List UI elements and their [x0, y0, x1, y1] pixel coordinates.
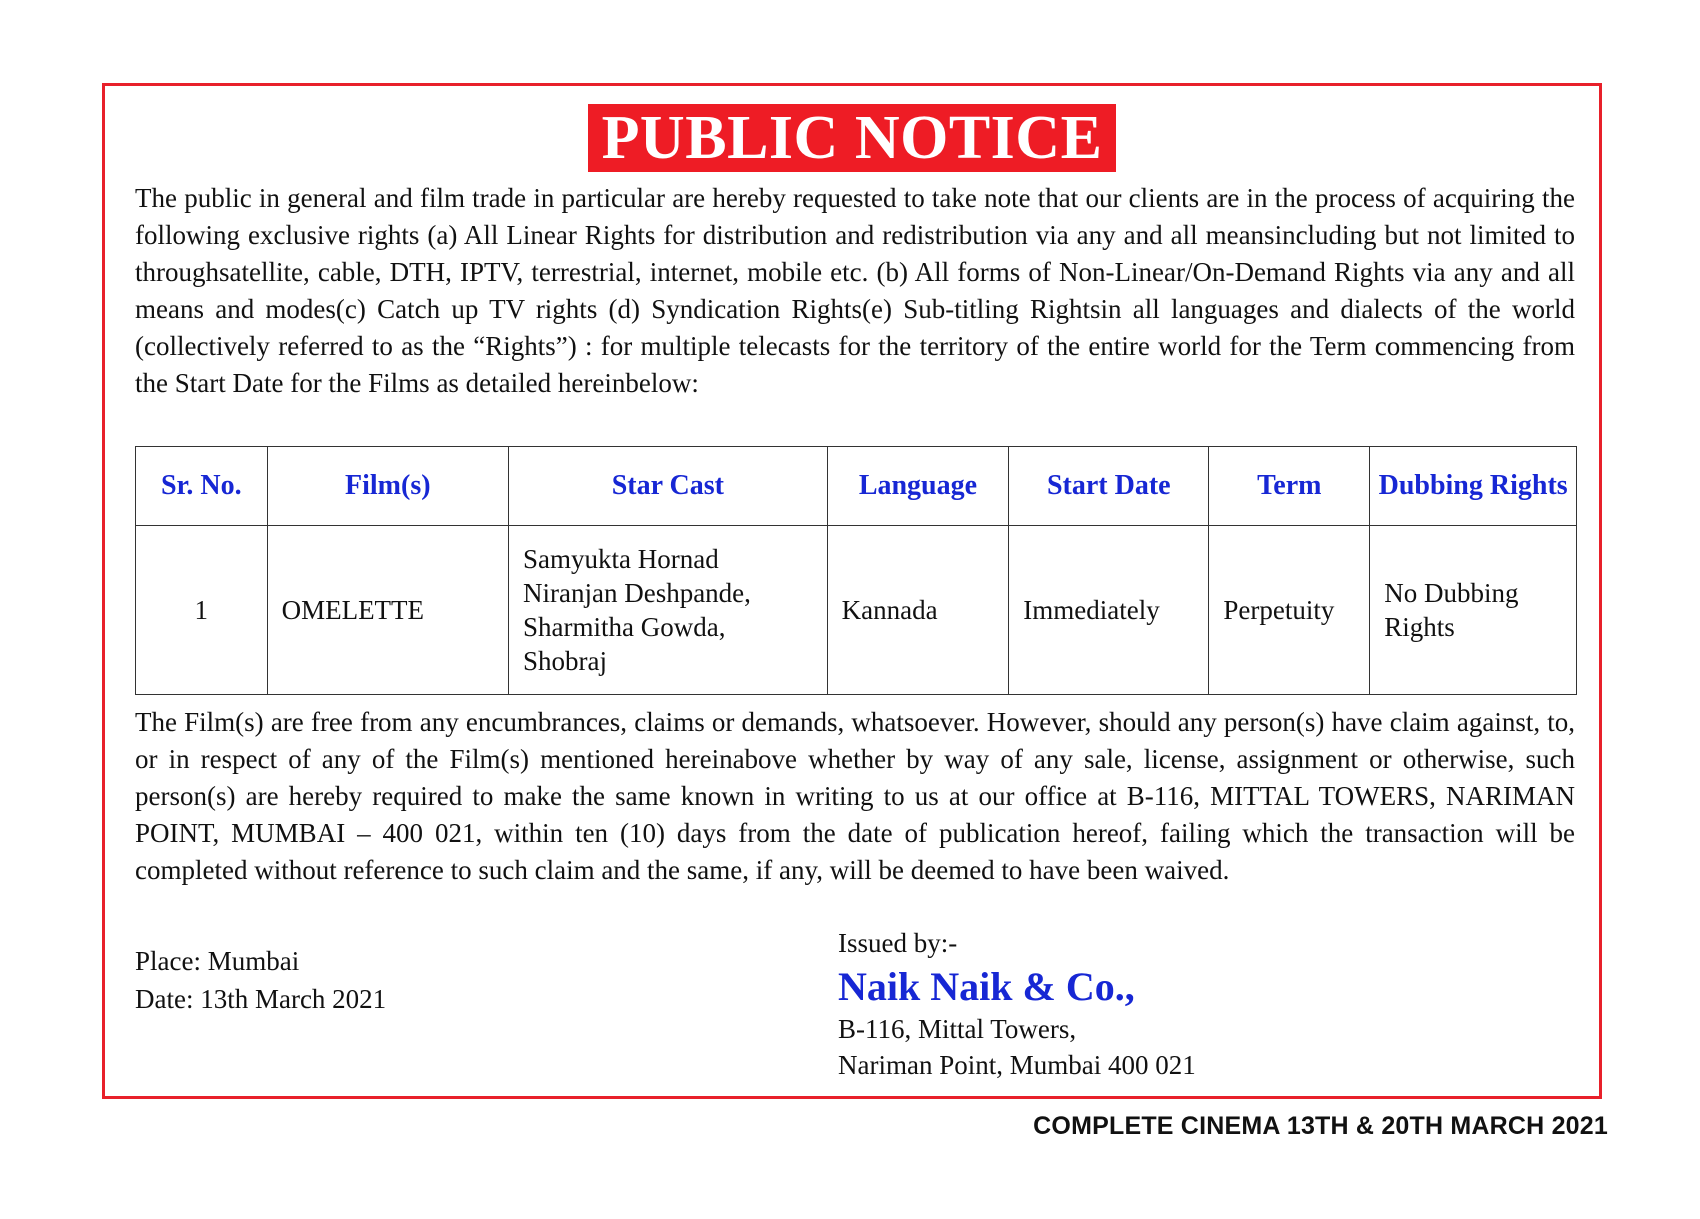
cast-member: Shobraj	[523, 646, 607, 676]
firm-name: Naik Naik & Co.,	[838, 964, 1135, 1009]
date-text: Date: 13th March 2021	[135, 984, 387, 1014]
cell-term: Perpetuity	[1209, 526, 1370, 695]
issuer-block	[838, 925, 1196, 1083]
table-header-row	[136, 447, 1577, 526]
notice-frame	[102, 83, 1602, 1099]
place-date-block	[135, 942, 386, 1018]
header-star-cast: Star Cast	[509, 447, 828, 526]
address-line-2: Nariman Point, Mumbai 400 021	[838, 1050, 1196, 1080]
header-start-date: Start Date	[1009, 447, 1209, 526]
intro-paragraph: The public in general and film trade in particular are hereby requested to take note that our clients are in the process of acquiring the following exclusive rights (a) All Linear Rights for distribution and redistribution via any and all meansincluding but not limited to throughsatellite, cable, DTH, IPTV, terrestrial, internet, mobile etc. (b) All forms of Non-Linear/On-Demand Rights via any and all means and modes(c) Catch up TV rights (d) Syndication Rights(e) Sub-titling Rightsin all languages and dialects of the world (collectively referred to as the “Rights”) : for multiple telecasts for the territory of the entire world for the Term commencing from the Start Date for the Films as detailed hereinbelow:	[135, 183, 1575, 398]
header-sr-no: Sr. No.	[136, 447, 268, 526]
table-row	[136, 526, 1577, 695]
cell-sr-no: 1	[136, 526, 268, 695]
cast-member: Niranjan Deshpande,	[523, 578, 751, 608]
address-line-1: B-116, Mittal Towers,	[838, 1014, 1077, 1044]
notice-title: PUBLIC NOTICE	[588, 104, 1117, 172]
place-text: Place: Mumbai	[135, 946, 300, 976]
cell-dubbing-rights: No Dubbing Rights	[1370, 526, 1577, 695]
header-films: Film(s)	[267, 447, 508, 526]
header-language: Language	[827, 447, 1009, 526]
films-table	[135, 446, 1577, 695]
title-wrap	[105, 104, 1599, 172]
cast-member: Samyukta Hornad	[523, 544, 719, 574]
cell-star-cast	[509, 526, 828, 695]
cell-language: Kannada	[827, 526, 1009, 695]
cell-film: OMELETTE	[267, 526, 508, 695]
issued-by-label: Issued by:-	[838, 928, 958, 958]
cell-start-date: Immediately	[1009, 526, 1209, 695]
header-dubbing-rights: Dubbing Rights	[1370, 447, 1577, 526]
header-term: Term	[1209, 447, 1370, 526]
cast-member: Sharmitha Gowda,	[523, 612, 726, 642]
outro-paragraph: The Film(s) are free from any encumbrances, claims or demands, whatsoever. However, should any person(s) have claim against, to, or in respect of any of the Film(s) mentioned hereinabove whether by way of any sale, license, assignment or otherwise, such person(s) are hereby required to make the same known in writing to us at our office at B-116, MITTAL TOWERS, NARIMAN POINT, MUMBAI – 400 021, within ten (10) days from the date of publication hereof, failing which the transaction will be completed without reference to such claim and the same, if any, will be deemed to have been waived.	[135, 707, 1575, 885]
publication-credit: COMPLETE CINEMA 13TH & 20TH MARCH 2021	[1033, 1112, 1608, 1140]
